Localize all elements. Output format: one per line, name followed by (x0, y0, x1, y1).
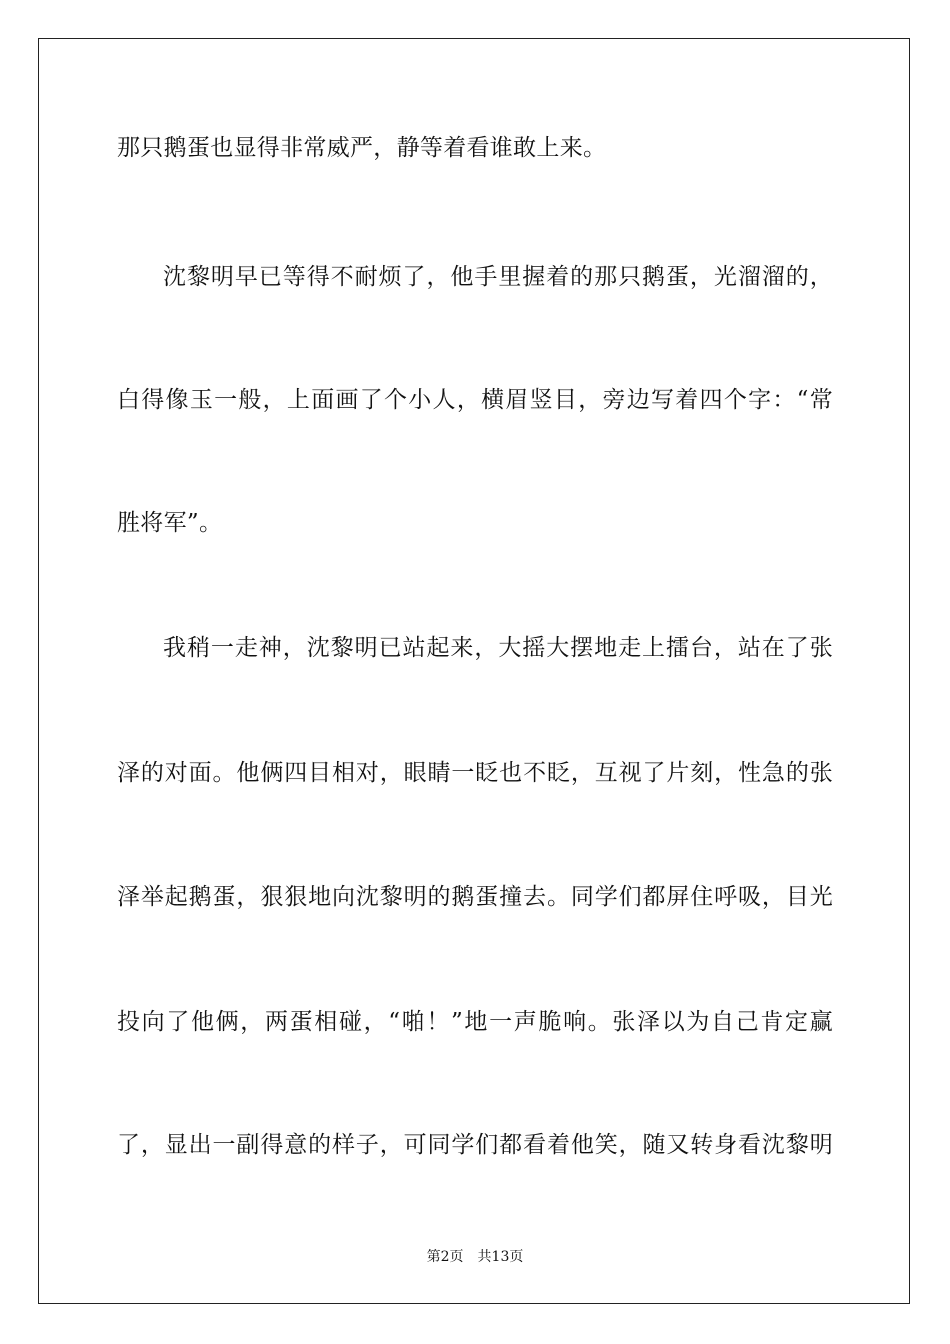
text-line-9: 了，显出一副得意的样子，可同学们都看着他笑，随又转身看沈黎明 (117, 1132, 833, 1158)
text-line-1: 那只鹅蛋也显得非常威严，静等着看谁敢上来。 (117, 135, 607, 161)
page-footer (0, 1248, 950, 1266)
text-line-5: 我稍一走神，沈黎明已站起来，大摇大摆地走上擂台，站在了张 (163, 635, 833, 661)
page-total: 共13页 (477, 1249, 524, 1265)
text-line-8: 投向了他俩，两蛋相碰，“啪！”地一声脆响。张泽以为自己肯定赢 (117, 1009, 833, 1035)
page-number: 第2页 (426, 1249, 464, 1265)
text-line-2: 沈黎明早已等得不耐烦了，他手里握着的那只鹅蛋，光溜溜的， (163, 264, 833, 290)
text-line-3: 白得像玉一般，上面画了个小人，横眉竖目，旁边写着四个字：“常 (117, 387, 833, 413)
text-line-4: 胜将军”。 (117, 510, 223, 536)
text-line-6: 泽的对面。他俩四目相对，眼睛一眨也不眨，互视了片刻，性急的张 (117, 760, 833, 786)
text-line-7: 泽举起鹅蛋，狠狠地向沈黎明的鹅蛋撞去。同学们都屏住呼吸，目光 (117, 884, 833, 910)
page-border (38, 38, 910, 1304)
